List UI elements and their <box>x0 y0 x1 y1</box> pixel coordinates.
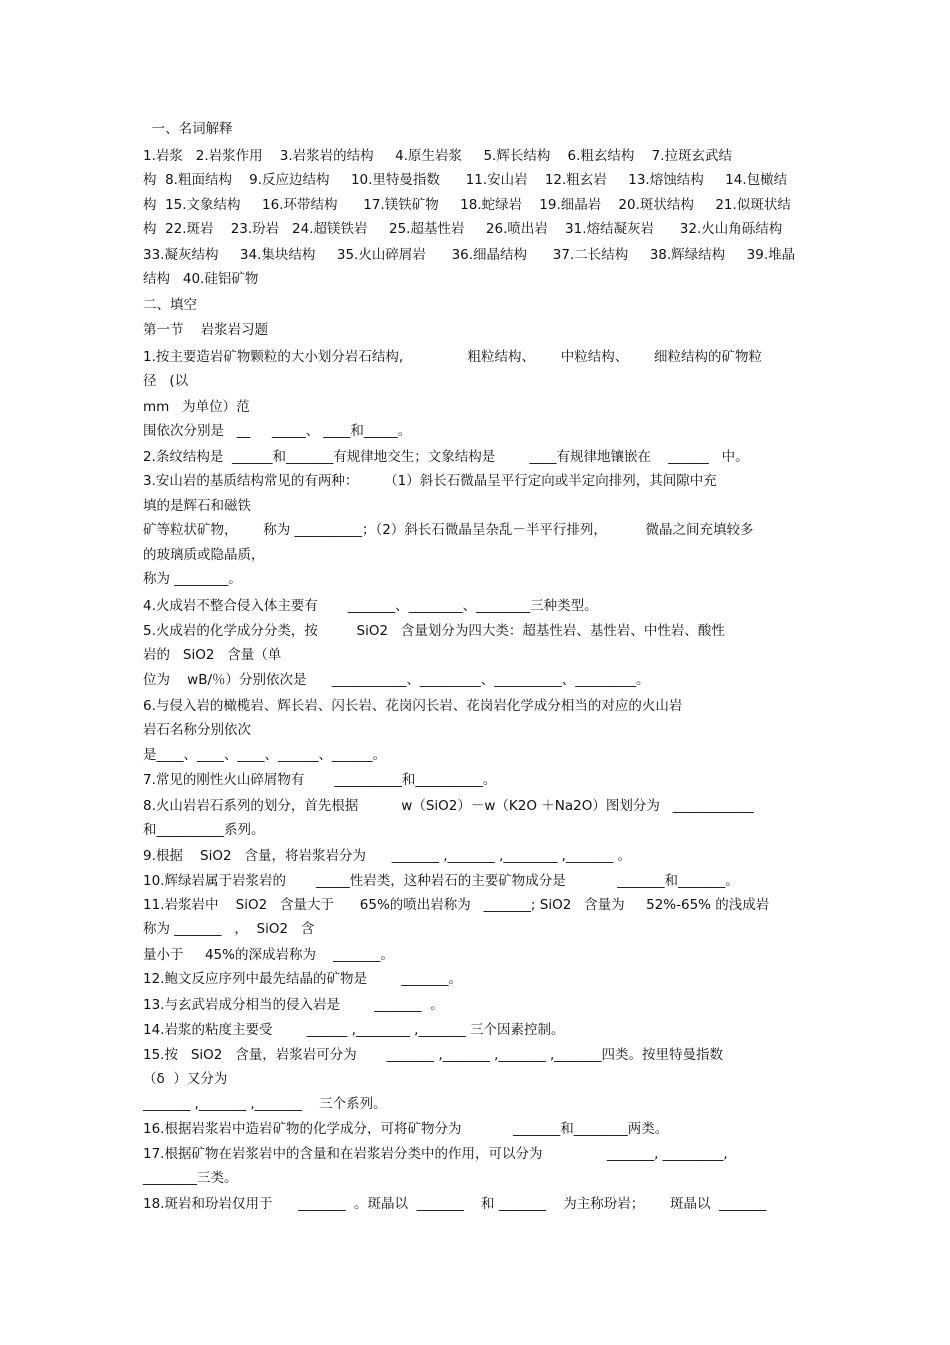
text-line: 7.常见的刚性火山碎屑物有 __________和__________。 <box>143 772 497 788</box>
text-line: _______ ,_______ ,_______ 三个系列。 <box>143 1096 387 1112</box>
text-line: 填的是辉石和磁铁 <box>143 498 251 514</box>
text-line: 14.岩浆的粘度主要受 ______ ,________ ,_______ 三个因素控制。 <box>143 1022 565 1038</box>
text-line: 的玻璃质或隐晶质， <box>143 547 265 563</box>
text-line: 5.火成岩的化学成分分类，按 SiO2 含量划分为四大类：超基性岩、基性岩、中性岩、酸性 <box>143 623 725 639</box>
text-line: 径 (以 <box>143 373 189 389</box>
text-line: 围依次分别是 __ _____、 ____和_____。 <box>143 423 412 439</box>
text-line: 是____、____、____、______、______。 <box>143 747 386 763</box>
text-line: 12.鲍文反应序列中最先结晶的矿物是 _______。 <box>143 971 463 987</box>
text-line: 和__________系列。 <box>143 822 265 838</box>
text-line: 4.火成岩不整合侵入体主要有 _______、________、________三种类型。 <box>143 598 598 614</box>
text-line: 15.按 SiO2 含量，岩浆岩可分为 _______ ,_______ ,_______ ,_______四类。按里特曼指数 <box>143 1047 724 1063</box>
text-line: 构 8.粗面结构 9.反应边结构 10.里特曼指数 11.安山岩 12.粗玄岩 13.熔蚀结构 14.包橄结 <box>143 172 788 188</box>
text-line: 33.凝灰结构 34.集块结构 35.火山碎屑岩 36.细晶结构 37.二长结构 38.辉绿结构 39.堆晶 <box>143 247 796 263</box>
text-line: mm 为单位）范 <box>143 399 250 415</box>
text-line: 构 22.斑岩 23.玢岩 24.超镁铁岩 25.超基性岩 26.喷出岩 31.熔结凝灰岩 32.火山角砾结构 <box>143 221 783 237</box>
text-line: ________三类。 <box>143 1170 238 1186</box>
text-line: 3.安山岩的基质结构常见的有两种： （1）斜长石微晶呈平行定向或半定向排列，其间隙中充 <box>143 473 717 489</box>
text-line: 矿等粒状矿物， 称为 __________；（2）斜长石微晶呈杂乱－半平行排列， 微晶之间充填较多 <box>143 522 754 538</box>
text-line: 1.岩浆 2.岩浆作用 3.岩浆岩的结构 4.原生岩浆 5.辉长结构 6.粗玄结构 7.拉斑玄武结 <box>143 148 732 164</box>
text-line: 构 15.文象结构 16.环带结构 17.镁铁矿物 18.蛇绿岩 19.细晶岩 20.斑状结构 21.似斑状结 <box>143 197 791 213</box>
text-line: 9.根据 SiO2 含量，将岩浆岩分为 _______ ,_______ ,________ ,_______ 。 <box>143 848 631 864</box>
text-line: 11.岩浆岩中 SiO2 含量大于 65%的喷出岩称为 _______; SiO2 含量为 52%-65% 的浅成岩 <box>143 897 770 913</box>
text-line: 2.条纹结构是 ______和_______有规律地交生；文象结构是 ____有规律地镶嵌在 ______ 中。 <box>143 449 749 465</box>
text-line: 10.辉绿岩属于岩浆岩的 _____性岩类，这种岩石的主要矿物成分是 _______和_______。 <box>143 873 739 889</box>
text-line: （δ ）又分为 <box>143 1071 228 1087</box>
text-line: 位为 wB/％）分别依次是 ___________、_________、__________、_________。 <box>143 672 650 688</box>
text-line: 13.与玄武岩成分相当的侵入岩是 _______ 。 <box>143 997 444 1013</box>
text-line: 岩的 SiO2 含量（单 <box>143 647 282 663</box>
text-line: 1.按主要造岩矿物颗粒的大小划分岩石结构, 粗粒结构、 中粒结构、 细粒结构的矿物粒 <box>143 349 763 365</box>
text-line: 岩石名称分别依次 <box>143 722 251 738</box>
text-line: 16.根据岩浆岩中造岩矿物的化学成分，可将矿物分为 _______和________两类。 <box>143 1121 669 1137</box>
text-line: 6.与侵入岩的橄榄岩、辉长岩、闪长岩、花岗闪长岩、花岗岩化学成分相当的对应的火山岩 <box>143 698 683 714</box>
text-line: 二、填空 <box>143 297 197 313</box>
text-line: 称为 _______ ， SiO2 含 <box>143 921 315 937</box>
text-line: 结构 40.硅铝矿物 <box>143 271 259 287</box>
text-line: 称为 ________。 <box>143 571 242 587</box>
text-line: 一、名词解释 <box>143 121 233 137</box>
text-line: 8.火山岩岩石系列的划分，首先根据 w（SiO2）－w（K2O ＋Na2O）图划分为 ____________ <box>143 798 754 814</box>
text-line: 第一节 岩浆岩习题 <box>143 322 269 338</box>
text-line: 17.根据矿物在岩浆岩中的含量和在岩浆岩分类中的作用，可以分为 _______, _________, <box>143 1146 728 1162</box>
text-line: 18.斑岩和玢岩仅用于 _______ 。斑晶以 _______ 和 _______ 为主称玢岩； 斑晶以 _______ <box>143 1196 767 1212</box>
text-line: 量小于 45%的深成岩称为 _______。 <box>143 947 394 963</box>
